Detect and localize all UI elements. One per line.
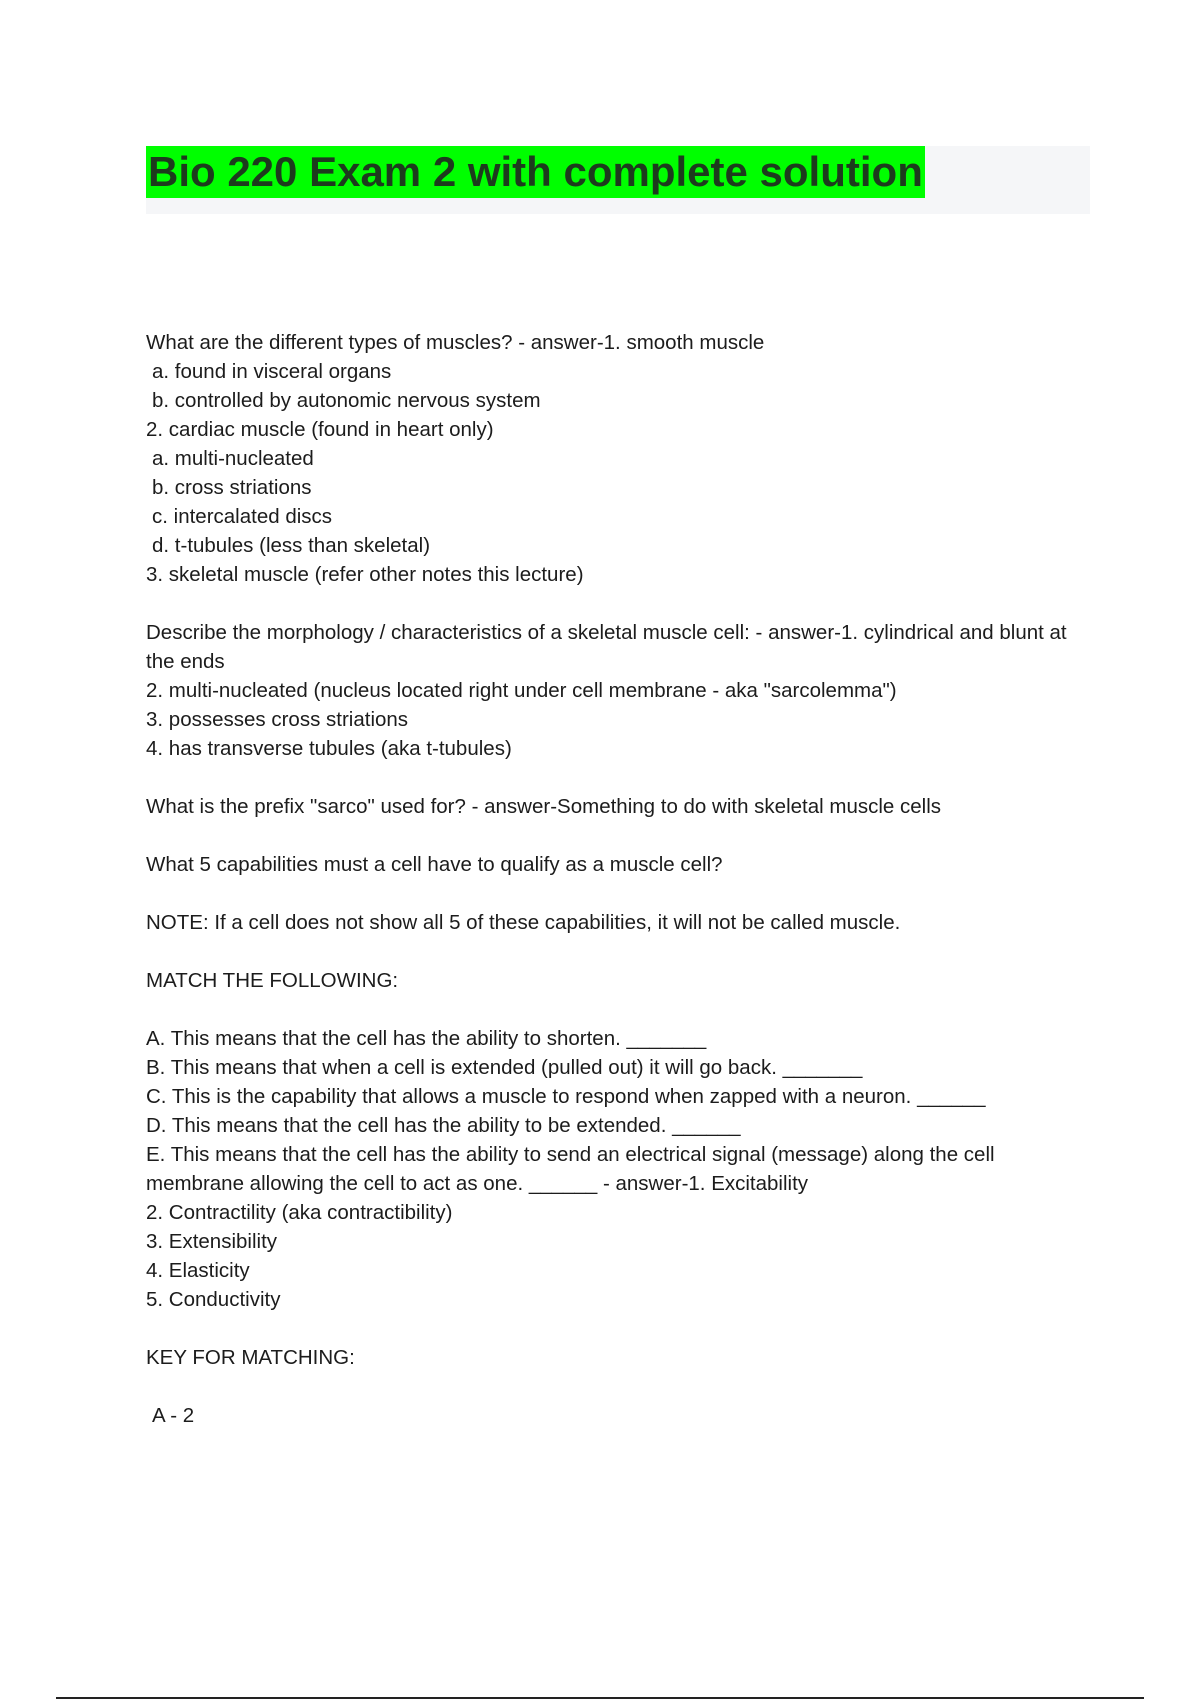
- document-title: Bio 220 Exam 2 with complete solution: [146, 146, 925, 198]
- answer-line: 2. multi-nucleated (nucleus located right under cell membrane - aka "sarcolemma"): [146, 679, 897, 702]
- answer-line: 3. possesses cross striations: [146, 708, 409, 731]
- note-text: NOTE: If a cell does not show all 5 of these capabilities, it will not be called muscle.: [146, 911, 901, 934]
- answer-line: 4. Elasticity: [146, 1259, 250, 1282]
- answer-line: 2. cardiac muscle (found in heart only): [146, 418, 494, 441]
- answer-line: 3. Extensibility: [146, 1230, 278, 1253]
- answer-line: 3. skeletal muscle (refer other notes this lecture): [146, 563, 584, 586]
- page-bottom-rule: [56, 1697, 1144, 1699]
- question-2: Describe the morphology / characteristics of a skeletal muscle cell: - answer-1. cylindrical and blunt at the ends: [146, 621, 1067, 673]
- key-item: A - 2: [152, 1404, 195, 1427]
- answer-line: 2. Contractility (aka contractibility): [146, 1201, 453, 1224]
- match-item: B. This means that when a cell is extended (pulled out) it will go back. _______: [146, 1056, 863, 1079]
- match-item: E. This means that the cell has the ability to send an electrical signal (message) along the cell membrane allowing the cell to act as one. ______ - answer-1. Excitability: [146, 1143, 995, 1195]
- answer-line: b. cross striations: [152, 476, 312, 499]
- question-4: What 5 capabilities must a cell have to qualify as a muscle cell?: [146, 853, 723, 876]
- answer-line: 5. Conductivity: [146, 1288, 281, 1311]
- question-3: What is the prefix "sarco" used for? - answer-Something to do with skeletal muscle cells: [146, 795, 942, 818]
- answer-line: a. multi-nucleated: [152, 447, 314, 470]
- match-item: D. This means that the cell has the ability to be extended. ______: [146, 1114, 741, 1137]
- document-body: [146, 328, 1086, 1430]
- match-item: C. This is the capability that allows a muscle to respond when zapped with a neuron. ______: [146, 1085, 986, 1108]
- answer-line: c. intercalated discs: [152, 505, 333, 528]
- answer-line: 4. has transverse tubules (aka t-tubules): [146, 737, 512, 760]
- match-heading: MATCH THE FOLLOWING:: [146, 969, 399, 992]
- question-1: What are the different types of muscles? - answer-1. smooth muscle: [146, 331, 765, 354]
- answer-line: b. controlled by autonomic nervous system: [152, 389, 541, 412]
- answer-line: d. t-tubules (less than skeletal): [152, 534, 431, 557]
- answer-line: a. found in visceral organs: [152, 360, 392, 383]
- key-heading: KEY FOR MATCHING:: [146, 1346, 355, 1369]
- match-item: A. This means that the cell has the ability to shorten. _______: [146, 1027, 707, 1050]
